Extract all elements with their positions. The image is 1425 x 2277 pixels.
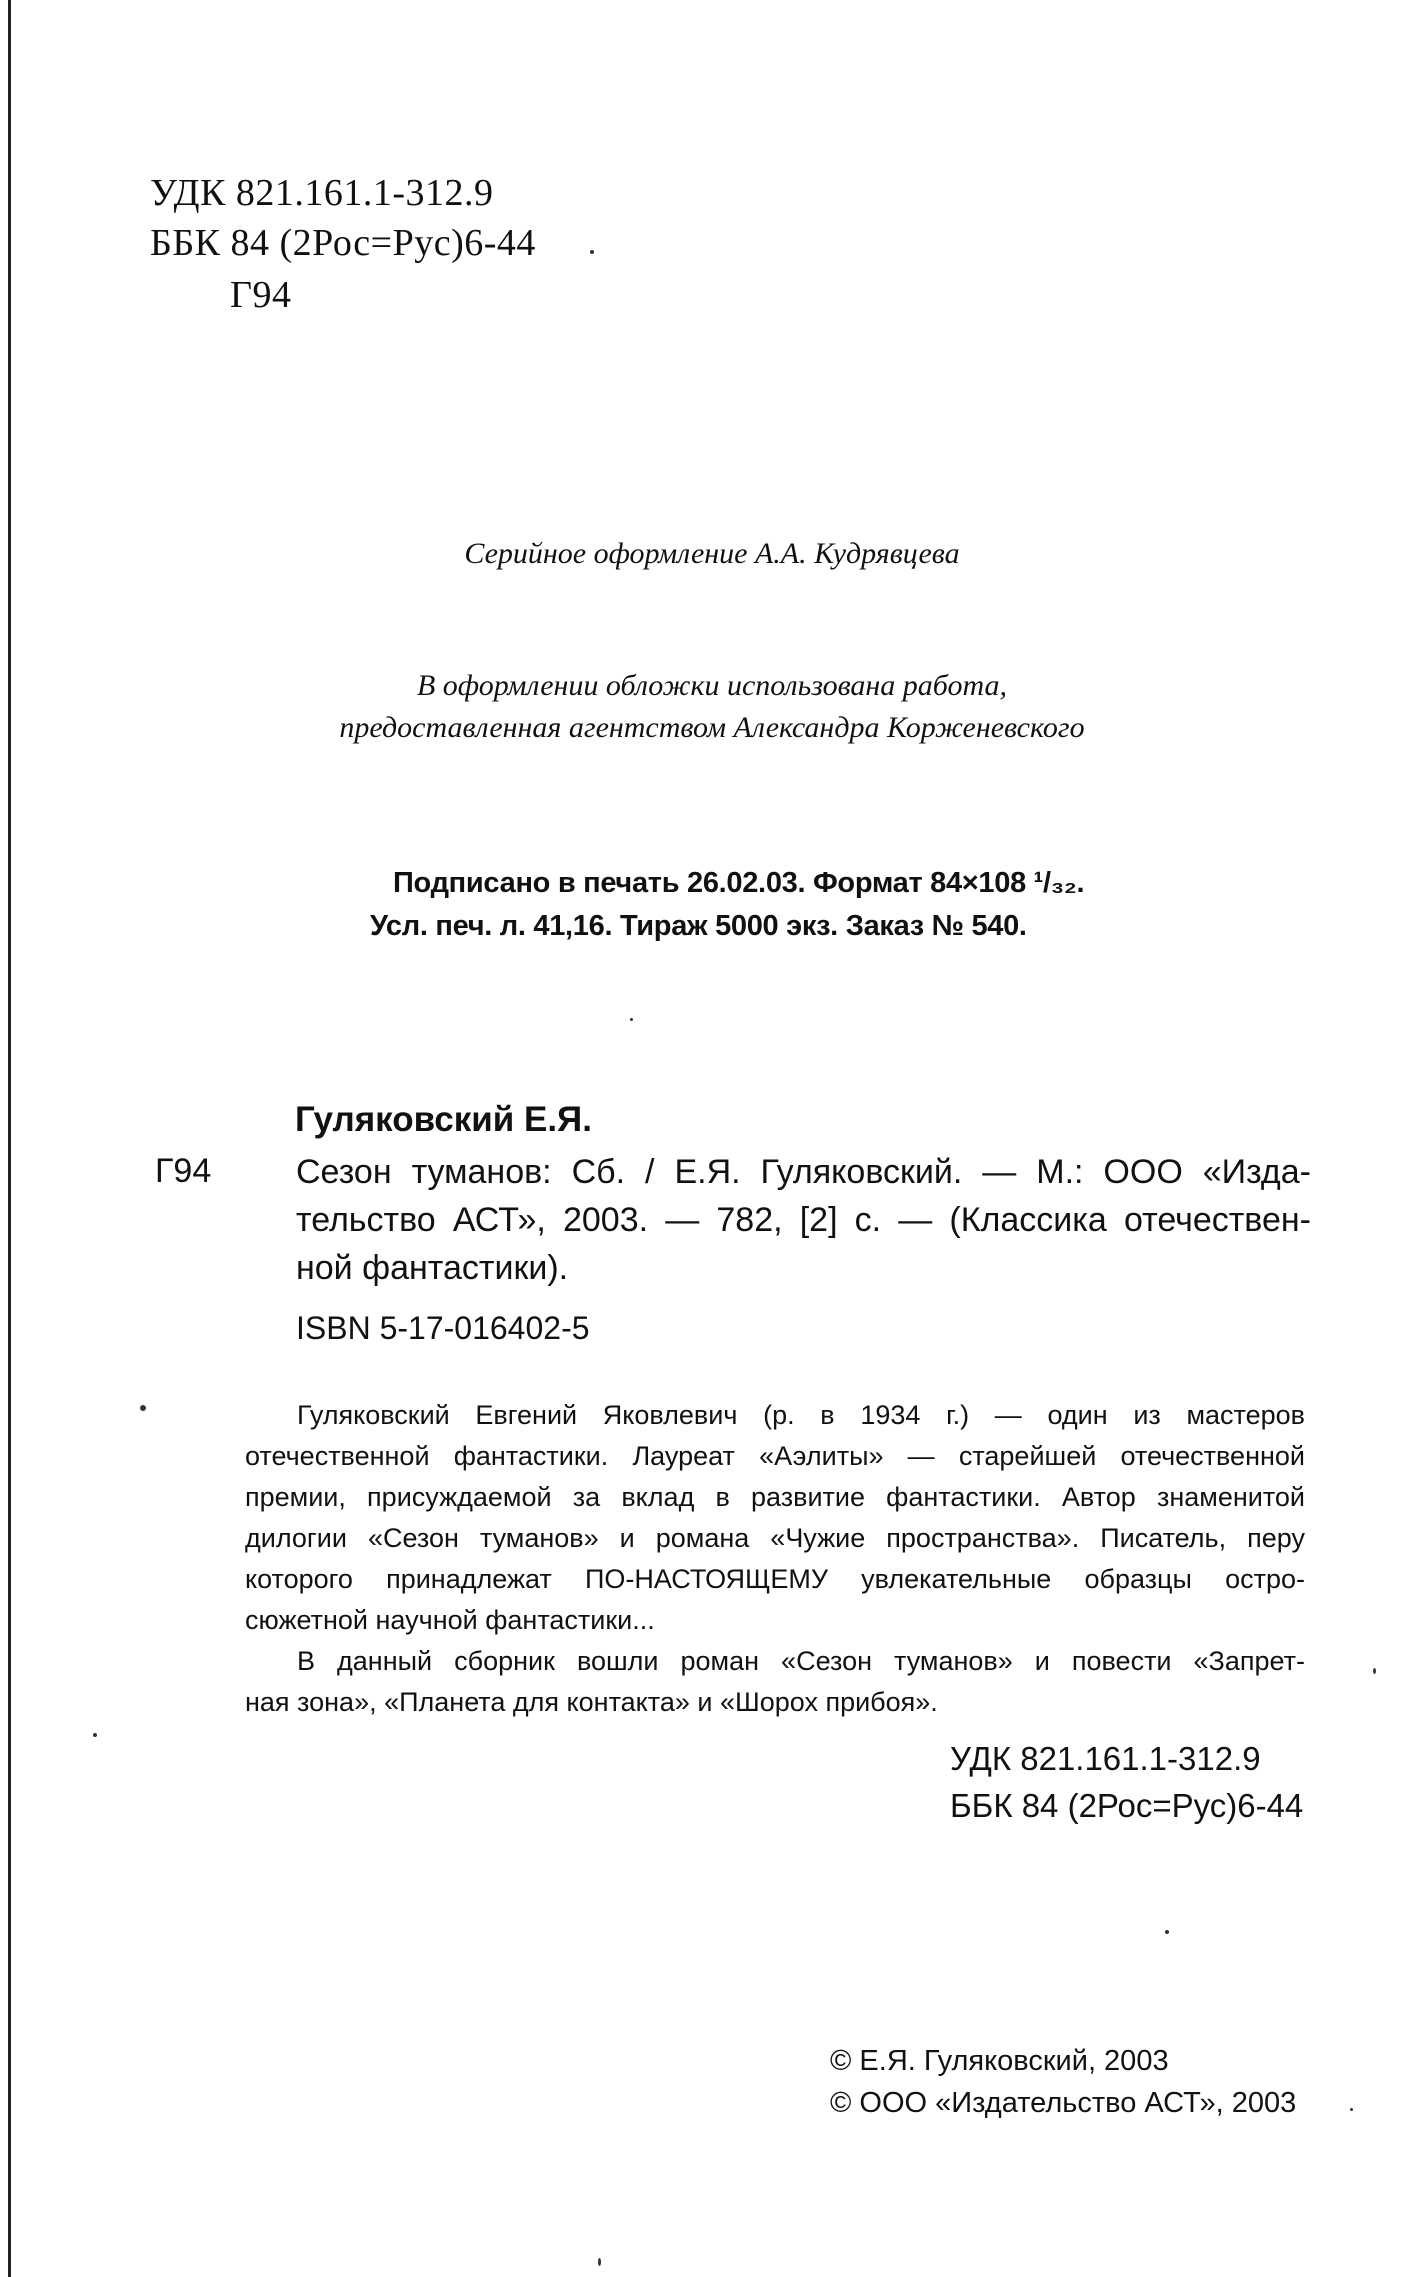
isbn: ISBN 5-17-016402-5	[296, 1310, 590, 1346]
annotation-line: ная зона», «Планета для контакта» и «Шорох прибоя».	[245, 1687, 938, 1717]
copyright-author: © Е.Я. Гуляковский, 2003	[830, 2045, 1169, 2077]
scan-speck	[590, 250, 594, 254]
bbk-bottom: ББК 84 (2Рос=Рус)6-44	[950, 1787, 1304, 1824]
scan-speck	[93, 1733, 97, 1737]
series-design-credit: Серийное оформление А.А. Кудрявцева	[464, 537, 960, 570]
scan-edge-line	[8, 0, 11, 2277]
scan-speck	[140, 1405, 146, 1411]
catalog-author: Гуляковский Е.Я.	[295, 1100, 592, 1139]
catalog-description-line: тельство АСТ», 2003. — 782, [2] с. — (Классика отечествен-	[296, 1201, 1311, 1239]
annotation-line: которого принадлежат ПО-НАСТОЯЩЕМУ увлекательные образцы остро-	[245, 1564, 1305, 1594]
scan-speck	[1165, 1930, 1169, 1934]
annotation-line: премии, присуждаемой за вклад в развитие фантастики. Автор знаменитой	[245, 1482, 1305, 1512]
scan-speck	[1350, 2108, 1353, 2111]
scan-speck	[1373, 1668, 1376, 1674]
print-info-line1: Подписано в печать 26.02.03. Формат 84×108 ¹/₃₂.	[393, 867, 1085, 899]
cover-credit-line1: В оформлении обложки использована работа,	[416, 669, 1008, 702]
scan-speck	[598, 2258, 601, 2266]
annotation-line: дилогии «Сезон туманов» и романа «Чужие пространства». Писатель, перу	[245, 1523, 1305, 1553]
udk-bottom: УДК 821.161.1-312.9	[950, 1740, 1261, 1777]
author-mark-top: Г94	[230, 274, 292, 316]
annotation-line: сюжетной научной фантастики...	[245, 1605, 655, 1635]
cover-credit-line2: предоставленная агентством Александра Корженевского	[339, 711, 1085, 744]
annotation-line: Гуляковский Евгений Яковлевич (р. в 1934 г.) — один из мастеров	[297, 1400, 1305, 1430]
scan-speck	[630, 1018, 633, 1021]
copyright-publisher: © ООО «Издательство АСТ», 2003	[830, 2087, 1297, 2119]
annotation-line: отечественной фантастики. Лауреат «Аэлиты» — старейшей отечественной	[245, 1441, 1305, 1471]
catalog-description	[296, 1148, 1311, 1292]
annotation-line: В данный сборник вошли роман «Сезон туманов» и повести «Запрет-	[297, 1646, 1305, 1676]
bbk-top: ББК 84 (2Рос=Рус)6-44	[150, 222, 536, 264]
print-info-line2: Усл. печ. л. 41,16. Тираж 5000 экз. Заказ № 540.	[370, 910, 1027, 942]
catalog-description-line: Сезон туманов: Сб. / Е.Я. Гуляковский. — М.: ООО «Изда-	[296, 1153, 1311, 1191]
catalog-code: Г94	[155, 1152, 212, 1190]
annotation	[245, 1395, 1305, 1723]
udk-top: УДК 821.161.1-312.9	[150, 172, 494, 214]
catalog-description-line: ной фантастики).	[296, 1249, 569, 1287]
